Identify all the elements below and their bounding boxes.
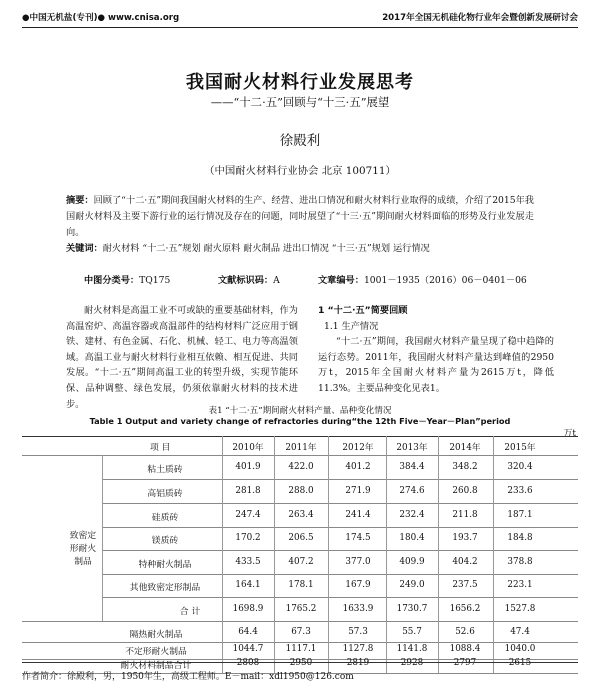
table-caption-cn: 表1 “十二·五”期间耐火材料产量、品种变化情况 <box>208 406 392 416</box>
table-cell: 2819 <box>346 658 370 668</box>
abstract-text: 回顾了“十二·五”期间我国耐火材料的生产、经营、进出口情况和耐火材料行业取得的成绩，介绍了2015年我国耐火材料及主要下游行业的运行情况及存在的问题，同时展望了“十三·五”期间耐火材料面临的形势及行业发展走向。 <box>66 195 534 238</box>
table-cell: 1127.8 <box>342 644 374 654</box>
running-header <box>22 9 578 25</box>
table-row-label: 合 计 <box>179 607 201 617</box>
table-column-rule <box>493 436 494 673</box>
table-cell: 2797 <box>453 658 477 668</box>
table-cell: 288.0 <box>288 486 314 496</box>
table-column-rule <box>102 455 103 621</box>
table-cell: 1044.7 <box>232 644 264 654</box>
table-cell: 170.2 <box>235 533 261 543</box>
table-row-label: 硅质砖 <box>151 513 179 523</box>
table-row-label: 其他致密定形制品 <box>129 583 201 593</box>
clc-number: 中图分类号：TQ175 <box>84 275 171 286</box>
table-group-label: 致密定形耐火制品 <box>69 531 97 567</box>
table-cell: 281.8 <box>235 486 261 496</box>
table-cell: 47.4 <box>510 627 530 637</box>
table-header-year: 2013年 <box>396 443 428 453</box>
table-row-label: 特种耐火制品 <box>138 560 192 570</box>
table-column-rule <box>386 436 387 673</box>
table-column-rule <box>222 436 223 673</box>
table-cell: 2615 <box>508 658 532 668</box>
table-cell: 1040.0 <box>504 644 536 654</box>
table-cell: 233.6 <box>507 486 533 496</box>
table-row-label: 镁质砖 <box>151 536 179 546</box>
table-row-rule <box>102 597 578 598</box>
section-heading: 1 “十二·五”简要回顾 <box>318 305 408 316</box>
table-cell: 2950 <box>289 658 313 668</box>
table-cell: 1141.8 <box>396 644 428 654</box>
table-cell: 1698.9 <box>232 604 264 614</box>
table-cell: 320.4 <box>507 462 533 472</box>
table-cell: 274.6 <box>399 486 425 496</box>
table-row-rule <box>22 642 578 643</box>
table-cell: 1527.8 <box>504 604 536 614</box>
table-cell: 378.8 <box>507 557 533 567</box>
table-column-rule <box>328 436 329 673</box>
table-cell: 237.5 <box>452 580 478 590</box>
table-cell: 249.0 <box>399 580 425 590</box>
table-cell: 1656.2 <box>449 604 481 614</box>
table-cell: 64.4 <box>238 627 258 637</box>
table-row-label: 高铝质砖 <box>147 489 183 499</box>
table-top-rule <box>22 436 578 437</box>
abstract <box>66 193 534 241</box>
table-cell: 211.8 <box>452 510 478 520</box>
table-cell: 407.2 <box>288 557 314 567</box>
keywords <box>66 241 534 257</box>
table-cell: 404.2 <box>452 557 478 567</box>
footnote-rule <box>22 662 578 663</box>
table-cell: 401.9 <box>235 462 261 472</box>
subsection-heading: 1.1 生产情况 <box>324 320 379 332</box>
table-cell: 67.3 <box>291 627 311 637</box>
table-cell: 263.4 <box>288 510 314 520</box>
table-header-year: 2012年 <box>342 443 374 453</box>
paper-subtitle: ——“十二·五”回顾与“十三·五”展望 <box>210 95 390 109</box>
document-code: 文献标识码：A <box>218 275 280 286</box>
table-cell: 260.8 <box>452 486 478 496</box>
table-cell: 193.7 <box>452 533 478 543</box>
table-cell: 409.9 <box>399 557 425 567</box>
table-header-year: 2010年 <box>232 443 264 453</box>
table-group-rule <box>22 621 578 622</box>
table-row-rule <box>102 503 578 504</box>
table-cell: 348.2 <box>452 462 478 472</box>
table-cell: 377.0 <box>345 557 371 567</box>
table-cell: 52.6 <box>455 627 475 637</box>
table-cell: 174.5 <box>345 533 371 543</box>
table-cell: 247.4 <box>235 510 261 520</box>
clc-label: 中图分类号： <box>84 275 140 286</box>
table-row-label: 不定形耐火制品 <box>125 647 187 657</box>
table-row-rule <box>102 550 578 551</box>
table-cell: 271.9 <box>345 486 371 496</box>
table-cell: 2928 <box>400 658 424 668</box>
table-cell: 223.1 <box>507 580 533 590</box>
table-cell: 180.4 <box>399 533 425 543</box>
table-cell: 433.5 <box>235 557 261 567</box>
table-cell: 164.1 <box>235 580 261 590</box>
keywords-text: 耐火材料 “十二·五”规划 耐火原料 耐火制品 进出口情况 “十三·五”规划 运行情况 <box>102 243 430 254</box>
table-cell: 55.7 <box>402 627 422 637</box>
table-cell: 241.4 <box>345 510 371 520</box>
table-row-label: 耐火材料制品合计 <box>120 661 192 671</box>
table-cell: 1633.9 <box>342 604 374 614</box>
table-header-rule <box>22 455 578 456</box>
table-cell: 1088.4 <box>449 644 481 654</box>
author-footnote: 作者简介：徐殿利，男，1950年生，高级工程师。E－mail：xdl1950@126.com <box>22 672 354 682</box>
table-row-rule <box>102 479 578 480</box>
table-cell: 1117.1 <box>285 644 317 654</box>
affiliation: （中国耐火材料行业协会 北京 100711） <box>204 165 396 177</box>
intro-paragraph: 耐火材料是高温工业不可或缺的重要基础材料，作为高温窑炉、高温容器或高温部件的结构材料广泛应用于钢铁、建材、有色金属、石化、机械、轻工、电力等高温领域。高温工业与耐火材料行业相互依赖、相互促进、共同发展。“十二·五”期间高温工业的转型升级，实现节能环保、品种调整、绿色发展，仍须依靠耐火材料的技术进步。 <box>66 305 298 410</box>
author: 徐殿利 <box>279 133 321 149</box>
table-row-rule <box>102 574 578 575</box>
table-cell: 184.8 <box>507 533 533 543</box>
table-header-year: 2011年 <box>285 443 317 453</box>
production-paragraph: “十二·五”期间，我国耐火材料产量呈现了稳中趋降的运行态势。2011年，我国耐火材料产量达到峰值的2950万t，2015年全国耐火材料产量为2615万t，降低11.3%。主要品种变化见表1。 <box>318 336 554 394</box>
table-cell: 2808 <box>236 658 260 668</box>
table-column-rule <box>274 436 275 673</box>
table-cell: 1730.7 <box>396 604 428 614</box>
article-number: 文章编号：1001－1935（2016）06－0401－06 <box>318 275 527 286</box>
table-cell: 401.2 <box>345 462 371 472</box>
table-cell: 167.9 <box>345 580 371 590</box>
header-rule <box>22 27 578 28</box>
table-row-rule <box>102 527 578 528</box>
abstract-label: 摘要： <box>66 195 94 206</box>
table-cell: 422.0 <box>288 462 314 472</box>
table-cell: 206.5 <box>288 533 314 543</box>
art-label: 文章编号： <box>318 275 364 286</box>
table-cell: 232.4 <box>399 510 425 520</box>
table-header-item: 项 目 <box>150 443 171 453</box>
table-cell: 1765.2 <box>285 604 317 614</box>
table-row-label: 粘土质砖 <box>147 465 183 475</box>
journal-name: ●中国无机盐(专刊)● www.cnisa.org <box>22 13 180 23</box>
keywords-label: 关键词： <box>66 243 103 254</box>
table-cell: 187.1 <box>507 510 533 520</box>
table-header-year: 2014年 <box>449 443 481 453</box>
conference-name: 2017年全国无机硅化物行业年会暨创新发展研讨会 <box>382 13 578 23</box>
table-row-label: 隔热耐火制品 <box>129 630 183 640</box>
table-caption-en: Table 1 Output and variety change of refractories during“the 12th Five－Year－Plan”period <box>89 416 511 426</box>
table-unit: 万t <box>563 429 576 439</box>
table-cell: 57.3 <box>348 627 368 637</box>
paper-title: 我国耐火材料行业发展思考 <box>186 72 414 93</box>
table-cell: 384.4 <box>399 462 425 472</box>
table-header-year: 2015年 <box>504 443 536 453</box>
doc-label: 文献标识码： <box>218 275 274 286</box>
table-cell: 178.1 <box>288 580 314 590</box>
table-column-rule <box>438 436 439 673</box>
right-column <box>318 303 554 397</box>
